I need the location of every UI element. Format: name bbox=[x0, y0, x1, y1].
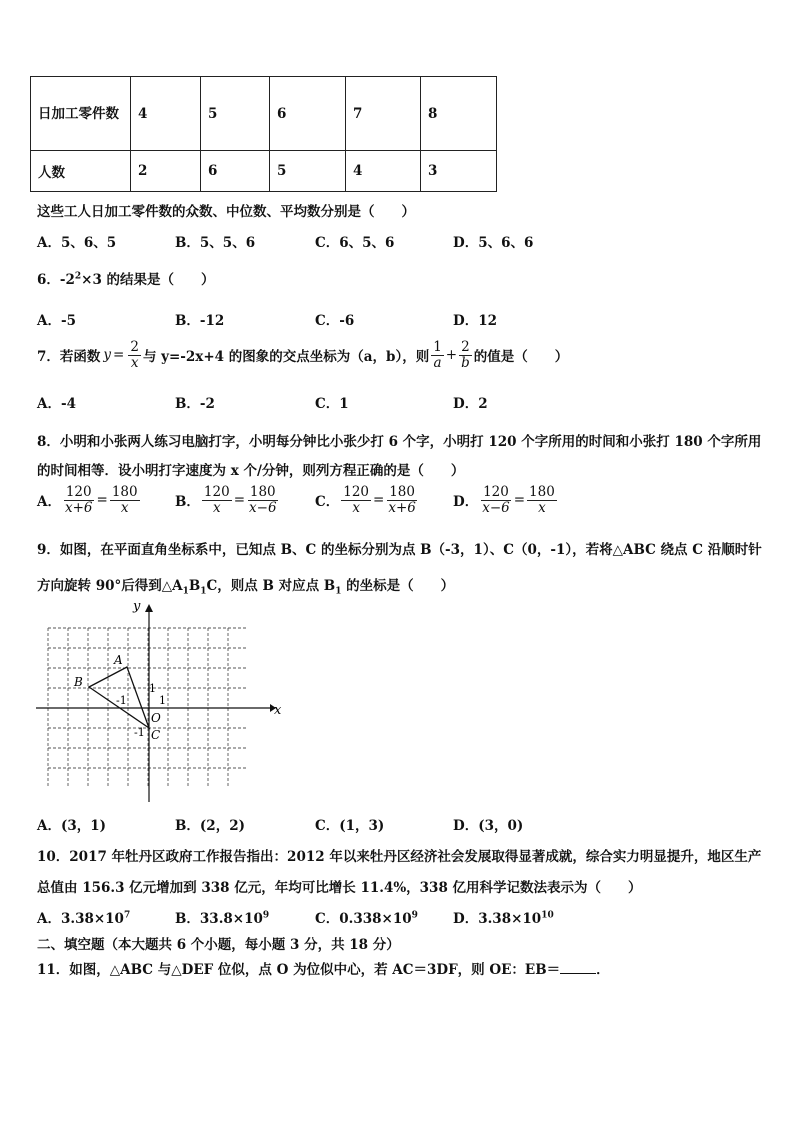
x-tick-1: 1 bbox=[159, 694, 166, 707]
q7-fraction: $\frac{2}{x}$ bbox=[130, 339, 139, 371]
y-axis-label: y bbox=[133, 599, 141, 614]
q8-stem-line2: 的时间相等．设小明打字速度为 x 个/分钟，则列方程正确的是（ ） bbox=[37, 463, 465, 479]
q8-option-d[interactable]: D． $\frac{120}{x-6}$ = $\frac{180}{x}$ bbox=[453, 484, 555, 516]
q10-option-d[interactable]: D．$3.38\times 10^{10}$ bbox=[453, 910, 554, 927]
q5-option-d[interactable]: D．5、6、6 bbox=[453, 235, 534, 251]
q10-option-c[interactable]: C．$0.338\times 10^9$ bbox=[315, 910, 418, 927]
q9-option-b[interactable]: B．(2，2) bbox=[175, 818, 245, 834]
q7-fraction-1: $\frac{1}{a}$ bbox=[433, 339, 442, 371]
q6-option-a[interactable]: A．-5 bbox=[37, 313, 76, 329]
answer-blank[interactable] bbox=[560, 961, 596, 974]
table-header-cell: 日加工零件数 bbox=[31, 77, 131, 151]
q10-stem-line2: 总值由 156.3 亿元增加到 338 亿元，年均可比增长 11.4%，338 亿用科学记数法表示为（ ） bbox=[37, 880, 642, 896]
q6-option-b[interactable]: B．-12 bbox=[175, 313, 225, 329]
q10-option-b[interactable]: B．$33.8\times 10^9$ bbox=[175, 910, 270, 927]
point-a-label: A bbox=[114, 653, 123, 667]
point-c-label: C bbox=[151, 728, 161, 742]
q5-stem: 这些工人日加工零件数的众数、中位数、平均数分别是（ ） bbox=[37, 204, 415, 220]
q8-option-c[interactable]: C． $\frac{120}{x}$ = $\frac{180}{x+6}$ bbox=[315, 484, 416, 516]
coordinate-figure bbox=[36, 598, 286, 804]
data-table bbox=[30, 76, 497, 192]
point-b-label: B bbox=[74, 675, 83, 689]
table-cell: 8 bbox=[421, 77, 497, 151]
q9-stem-line2: 方向旋转 90°后得到$\triangle A_1B_1C$，则点 B 对应点 $B_1$ 的坐标是（ ） bbox=[37, 578, 455, 597]
table-header-cell: 人数 bbox=[31, 151, 131, 192]
q7-option-c[interactable]: C．1 bbox=[315, 396, 349, 412]
table-cell: 3 bbox=[421, 151, 497, 192]
y-axis-arrow bbox=[145, 604, 153, 612]
q8-stem-line1: 8．小明和小张两人练习电脑打字，小明每分钟比小张少打 6 个字，小明打 120 个字所用的时间和小张打 180 个字所用 bbox=[37, 434, 762, 450]
q8-option-b[interactable]: B． $\frac{120}{x}$ = $\frac{180}{x-6}$ bbox=[175, 484, 277, 516]
x-axis-label: x bbox=[274, 703, 282, 718]
table-cell: 2 bbox=[131, 151, 201, 192]
q6-option-c[interactable]: C．-6 bbox=[315, 313, 355, 329]
origin-label: O bbox=[151, 711, 161, 725]
section-heading: 二、填空题（本大题共 6 个小题，每小题 3 分，共 18 分） bbox=[37, 937, 400, 953]
q10-option-a[interactable]: A．$3.38\times 10^7$ bbox=[37, 910, 131, 927]
table-cell: 5 bbox=[270, 151, 346, 192]
q9-option-a[interactable]: A．(3，1) bbox=[37, 818, 107, 834]
x-tick-neg1: -1 bbox=[116, 694, 127, 707]
q5-option-b[interactable]: B．5、5、6 bbox=[175, 235, 256, 251]
q7-option-a[interactable]: A．-4 bbox=[37, 396, 76, 412]
grid bbox=[48, 628, 246, 786]
table-cell: 7 bbox=[346, 77, 421, 151]
q10-stem-line1: 10．2017 年牡丹区政府工作报告指出：2012 年以来牡丹区经济社会发展取得显著成就，综合实力明显提升，地区生产 bbox=[37, 849, 762, 865]
q7-option-d[interactable]: D．2 bbox=[453, 396, 488, 412]
q6-option-d[interactable]: D．12 bbox=[453, 313, 497, 329]
q5-option-a[interactable]: A．5、6、5 bbox=[37, 235, 117, 251]
table-cell: 5 bbox=[201, 77, 270, 151]
q7-fraction-2: $\frac{2}{b}$ bbox=[461, 339, 470, 371]
q9-option-d[interactable]: D．(3，0) bbox=[453, 818, 524, 834]
q9-option-c[interactable]: C．(1，3) bbox=[315, 818, 385, 834]
q8-option-a[interactable]: A． $\frac{120}{x+6}$ = $\frac{180}{x}$ bbox=[37, 484, 138, 516]
table-cell: 6 bbox=[270, 77, 346, 151]
table-cell: 4 bbox=[346, 151, 421, 192]
q9-stem-line1: 9．如图，在平面直角坐标系中，已知点 B、C 的坐标分别为点 B（-3，1）、C（0，-1），若将△ABC 绕点 C 沿顺时针 bbox=[37, 542, 762, 558]
q7-stem: 7．若函数 y = $\frac{2}{x}$ 与 y=-2x+4 的图象的交点坐标为（a，b），则 $\frac{1}{a}$ + $\frac{2}{b}$ 的值是（ ） bbox=[37, 339, 569, 371]
table-cell: 6 bbox=[201, 151, 270, 192]
q6-stem: 6．$-2^2\times 3$ 的结果是（ ） bbox=[37, 271, 215, 288]
q7-option-b[interactable]: B．-2 bbox=[175, 396, 215, 412]
y-tick-1: 1 bbox=[149, 682, 156, 695]
table-cell: 4 bbox=[131, 77, 201, 151]
y-tick-neg1: -1 bbox=[134, 726, 145, 739]
q5-option-c[interactable]: C．6、5、6 bbox=[315, 235, 395, 251]
q11-stem: 11．如图，△ABC 与△DEF 位似，点 O 为位似中心，若 AC＝3DF，则 OE：EB＝ ． bbox=[37, 962, 610, 978]
